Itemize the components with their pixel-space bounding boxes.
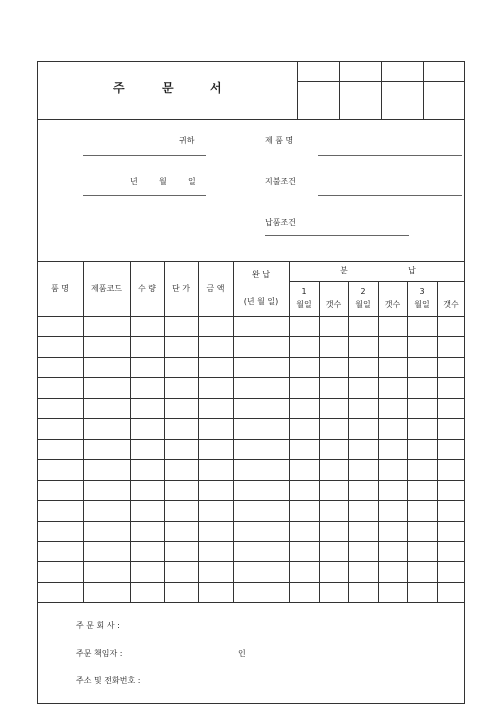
form-title-char-2: 문 [162,81,174,95]
column-divider [437,281,438,602]
product-name-field[interactable] [318,155,462,156]
header-quantity: 수 량 [138,284,156,293]
header-item-name: 품 명 [51,284,69,293]
column-divider [319,281,320,602]
table-row-divider [37,521,465,522]
recipient-field[interactable] [83,155,206,156]
date-day-label: 일 [188,177,196,186]
table-row-divider [37,336,465,337]
table-row-divider [37,418,465,419]
header-unit-price: 단 가 [172,284,190,293]
approval-box-divider [339,61,340,119]
table-row-divider [37,357,465,358]
product-name-label: 제 품 명 [265,136,294,145]
header-product-code: 제품코드 [91,284,122,293]
date-year-label: 년 [130,177,138,186]
header-completion: 완 납 [252,270,270,279]
column-divider [164,261,165,602]
delivery-terms-label: 납품조건 [265,218,296,227]
table-row-divider [37,439,465,440]
approval-box-divider [423,61,424,119]
header-installment-3-number: 3 [419,287,425,296]
table-row-divider [37,582,465,583]
table-row-divider [37,500,465,501]
column-divider [378,281,379,602]
header-bottom-border [37,316,465,317]
header-installment-2-date: 월일 [355,300,371,309]
header-amount: 금 액 [206,284,225,293]
table-row-divider [37,480,465,481]
table-row-divider [37,561,465,562]
column-divider [198,261,199,602]
form-title-char-3: 서 [210,81,222,95]
form-title-char-1: 주 [113,81,125,95]
form-border [37,61,465,704]
installment-subheader-border [289,281,465,282]
header-installment: 분 [340,266,348,275]
approval-box-divider [381,61,382,119]
order-manager-label: 주문 책임자 : [76,649,123,658]
date-field[interactable] [83,195,206,196]
ordering-company-label: 주 문 회 사 : [76,621,120,630]
header-installment-3-date: 월일 [414,300,430,309]
seal-label: 인 [238,649,246,658]
header-installment-1-date: 월일 [296,300,312,309]
payment-terms-label: 지불조건 [265,177,296,186]
column-divider [130,261,131,602]
table-row-divider [37,377,465,378]
header-completion-date: (년 월 일) [243,297,279,306]
column-divider [83,261,84,602]
section-divider [37,119,465,120]
approval-box-divider [297,81,465,82]
header-installment-right: 납 [408,266,416,275]
date-month-label: 월 [159,177,167,186]
column-divider [233,261,234,602]
column-divider [348,281,349,602]
table-row-divider [37,541,465,542]
table-bottom-border [37,602,465,603]
header-installment-2-count: 갯수 [384,300,401,309]
table-row-divider [37,398,465,399]
recipient-label: 귀하 [179,136,195,145]
approval-box-divider [297,61,298,119]
delivery-terms-field[interactable] [265,235,409,236]
table-top-border [37,261,465,262]
address-phone-label: 주소 및 전화번호 : [76,676,141,685]
table-row-divider [37,459,465,460]
column-divider [289,261,290,602]
header-installment-1-number: 1 [301,287,307,296]
column-divider [407,281,408,602]
header-installment-1-count: 갯수 [325,300,342,309]
header-installment-2-number: 2 [360,287,366,296]
header-installment-3-count: 갯수 [443,300,459,309]
payment-terms-field[interactable] [318,195,462,196]
